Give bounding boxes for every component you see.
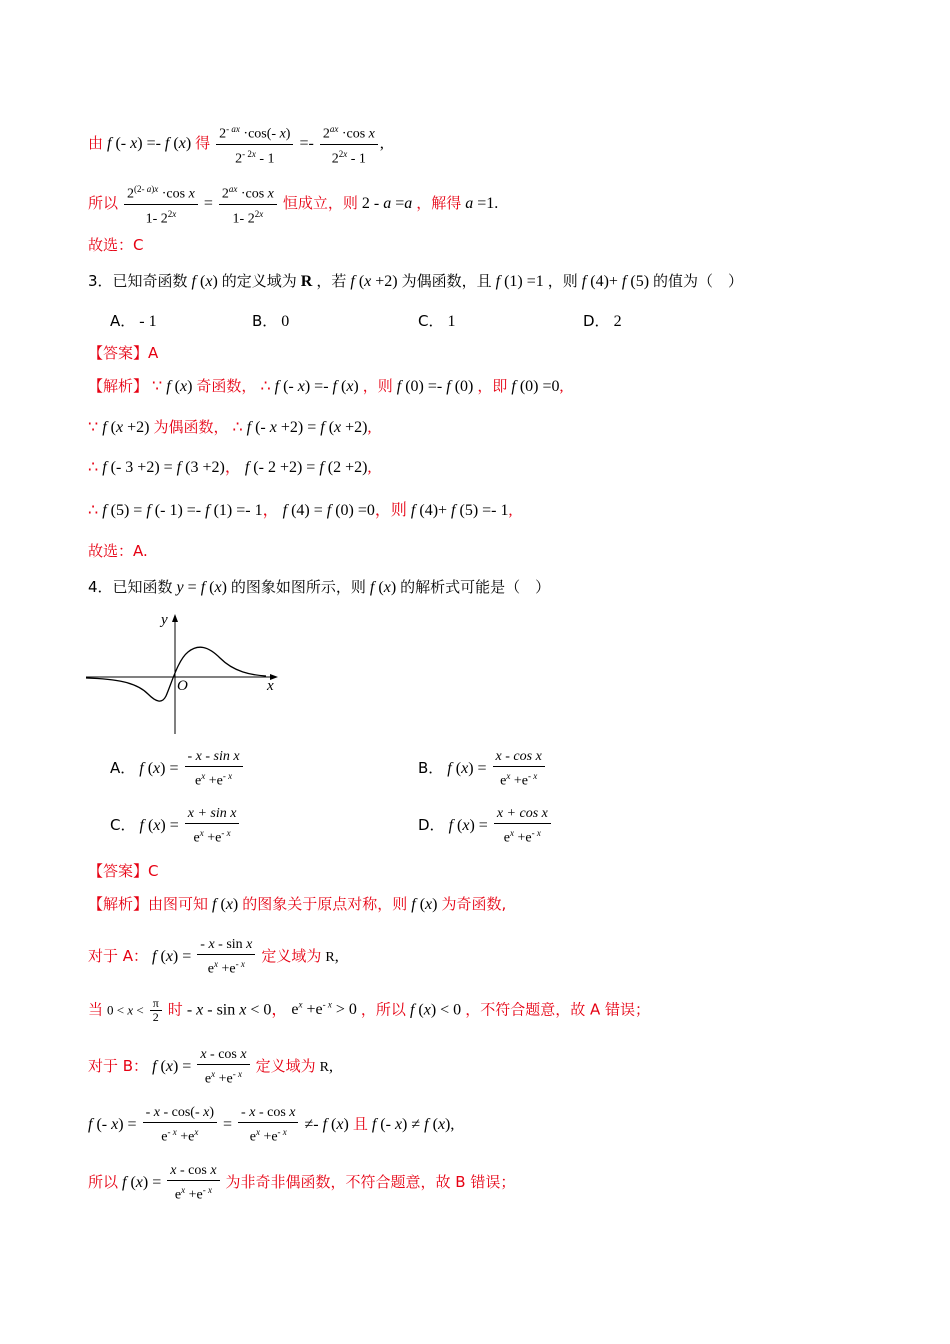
question-4-stem: 4．已知函数 y = f (x) 的图象如图所示，则 f (x) 的解析式可能是（ ） (88, 578, 551, 596)
option-d[interactable] (583, 310, 622, 331)
text: - 1 (139, 313, 157, 330)
curve (86, 647, 266, 701)
analysis-line-1: 【解析】由图可知 f (x) 的图象关于原点对称，则 f (x) 为奇函数, (88, 895, 507, 913)
text: 所以 (88, 1173, 119, 1191)
text: ，所以 (360, 1000, 406, 1019)
text: - x - sin x (185, 748, 243, 767)
text: 所以 (88, 193, 119, 212)
text: 对于 A： (88, 947, 149, 965)
text: 【解析】 (88, 895, 149, 913)
text: B． (418, 759, 444, 777)
y-label: y (161, 612, 168, 628)
text: ，即 (477, 377, 508, 395)
text: A． (110, 759, 136, 777)
answer-label: 【答案】A (88, 344, 159, 362)
text: 4．已知函数 (88, 578, 173, 596)
text: 的解析式可能是（ ） (400, 578, 551, 596)
origin-label: O (177, 678, 188, 694)
analysis-line-2: 对于 A： f (x) = $\frac{\text{- x - sin x}}{e^x +e^{- x}}$ 定义域为 R, (88, 937, 339, 977)
text: ，若 (316, 272, 347, 290)
text: R (319, 1060, 329, 1075)
choose-answer-c: 故选：C (88, 236, 144, 254)
text: ，则 (547, 272, 578, 290)
answer-label: 【答案】C (88, 862, 159, 880)
function-graph (86, 610, 286, 734)
text: 时 (167, 1000, 183, 1019)
text: 的图象关于原点对称，则 (242, 895, 408, 913)
choose-answer-a: 故选：A. (88, 542, 148, 560)
option-b[interactable] (252, 310, 289, 331)
text: R (300, 273, 313, 290)
text: 恒成立，则 (282, 193, 358, 212)
analysis-line-4: ∴ f (5) = f (- 1) =- f (1) =- 1， f (4) = f (0) =0，则 f (4)+ f (5) =- 1, (88, 502, 513, 519)
option-c[interactable]: C． f (x) = $\frac{\text{x + sin x}}{e^x +e^{- x}}$ (110, 805, 241, 848)
text: 为非奇非偶函数，不符合题意，故 B 错误； (225, 1173, 516, 1191)
text: 为偶函数，且 (401, 272, 492, 290)
analysis-line-5: f (- x) = $\frac{- x - \cos(- x)}{e^{- x} +e^x}$ = $\frac{\text{- x - cos x}}{e^x +e^{- x}}$ ≠- f (x) 且 f (- x) ≠ f (x), (88, 1105, 455, 1145)
text: 由图可知 (148, 895, 209, 913)
solution-line-2: 所以 $\frac{2^{(2- a)x} \cdot\cos x}{1- 2^{2x}}$ = $\frac{2^{ax} \cdot\cos x}{1- 2^{2x}}$ 恒成立，则 2 - a =a ，解得 a =1. (88, 180, 498, 228)
text: 当 (88, 1000, 104, 1019)
analysis-line-4: 对于 B： f (x) = $\frac{\text{x - cos x}}{e^x +e^{- x}}$ 定义域为 R, (88, 1047, 333, 1087)
x-label: x (267, 678, 274, 694)
question-3-stem: 3．已知奇函数 f (x) 的定义域为 R ，若 f (x +2) 为偶函数，且 f (1) =1 ，则 f (4)+ f (5) 的值为（ ） (88, 272, 744, 290)
analysis-line-6: 所以 f (x) = $\frac{\text{x - cos x}}{e^x +e^{- x}}$ 为非奇非偶函数，不符合题意，故 B 错误； (88, 1163, 516, 1203)
option-b[interactable]: B． f (x) = $\frac{\text{x - cos x}}{e^x +e^{- x}}$ (418, 748, 547, 791)
text: ，解得 (416, 193, 462, 212)
text: x + sin x (185, 805, 240, 824)
option-d[interactable]: D． f (x) = $\frac{\text{x + cos x}}{e^x +e^{- x}}$ (418, 805, 553, 848)
option-a[interactable] (110, 310, 157, 331)
text: 定义域为 (261, 947, 322, 965)
text: D． (583, 312, 610, 330)
analysis-line-3: 当 0 < x < $\frac{\pi}{2}$ 时 - x - sin x < 0， $e^x +e^{- x} > 0$ ，所以 f (x) < 0 ，不符合题意，故 A 错误； (88, 996, 650, 1025)
text: 定义域为 (255, 1057, 316, 1075)
text: 为奇函数, (441, 895, 507, 913)
text: 对于 B： (88, 1057, 149, 1075)
solution-line-1: 由 f (- x) =- f (x) 得 $\frac{2^{- ax} \cdot\cos(- x)}{2^{- 2x} - 1}$ =- $\frac{2^{ax} \cdot\cos x}{2^{2x} - 1}$ , (88, 120, 384, 168)
text: 的定义域为 (221, 272, 297, 290)
text: ，不符合题意，故 A 错误； (465, 1000, 650, 1019)
text: 的图象如图所示，则 (230, 578, 366, 596)
text: 【解析】 (88, 377, 149, 395)
text: 且 (352, 1115, 368, 1133)
text: 得 (195, 133, 211, 152)
text: ，则 (362, 377, 393, 395)
option-c[interactable] (418, 310, 455, 331)
text: 3．已知奇函数 (88, 272, 188, 290)
text: 为偶函数， (153, 418, 229, 436)
text: 0 (281, 313, 290, 330)
text: 的值为（ ） (653, 272, 744, 290)
text: 2 (613, 313, 622, 330)
analysis-line-2: ∵ f (x +2) 为偶函数， ∴ f (- x +2) = f (x +2), (88, 418, 372, 436)
text: B． (252, 312, 278, 330)
analysis-line-1: 【解析】 ∵ f (x) 奇函数， ∴ f (- x) =- f (x) ，则 f (0) =- f (0) ，即 f (0) =0, (88, 377, 564, 395)
text: A． (110, 312, 136, 330)
text: 奇函数， (196, 377, 257, 395)
text: 1 (447, 313, 456, 330)
text: 由 (88, 133, 104, 152)
option-a[interactable]: A． f (x) = $\frac{\text{- x - sin x}}{e^x +e^{- x}}$ (110, 748, 245, 791)
text: C． (418, 312, 444, 330)
y-axis-arrow (172, 614, 178, 622)
text: x + cos x (494, 805, 551, 824)
text: C． (110, 816, 136, 834)
analysis-line-3: ∴ f (- 3 +2) = f (3 +2)， f (- 2 +2) = f (2 +2), (88, 459, 372, 476)
text: x - cos x (493, 748, 545, 767)
text: R (325, 950, 335, 965)
text: D． (418, 816, 445, 834)
